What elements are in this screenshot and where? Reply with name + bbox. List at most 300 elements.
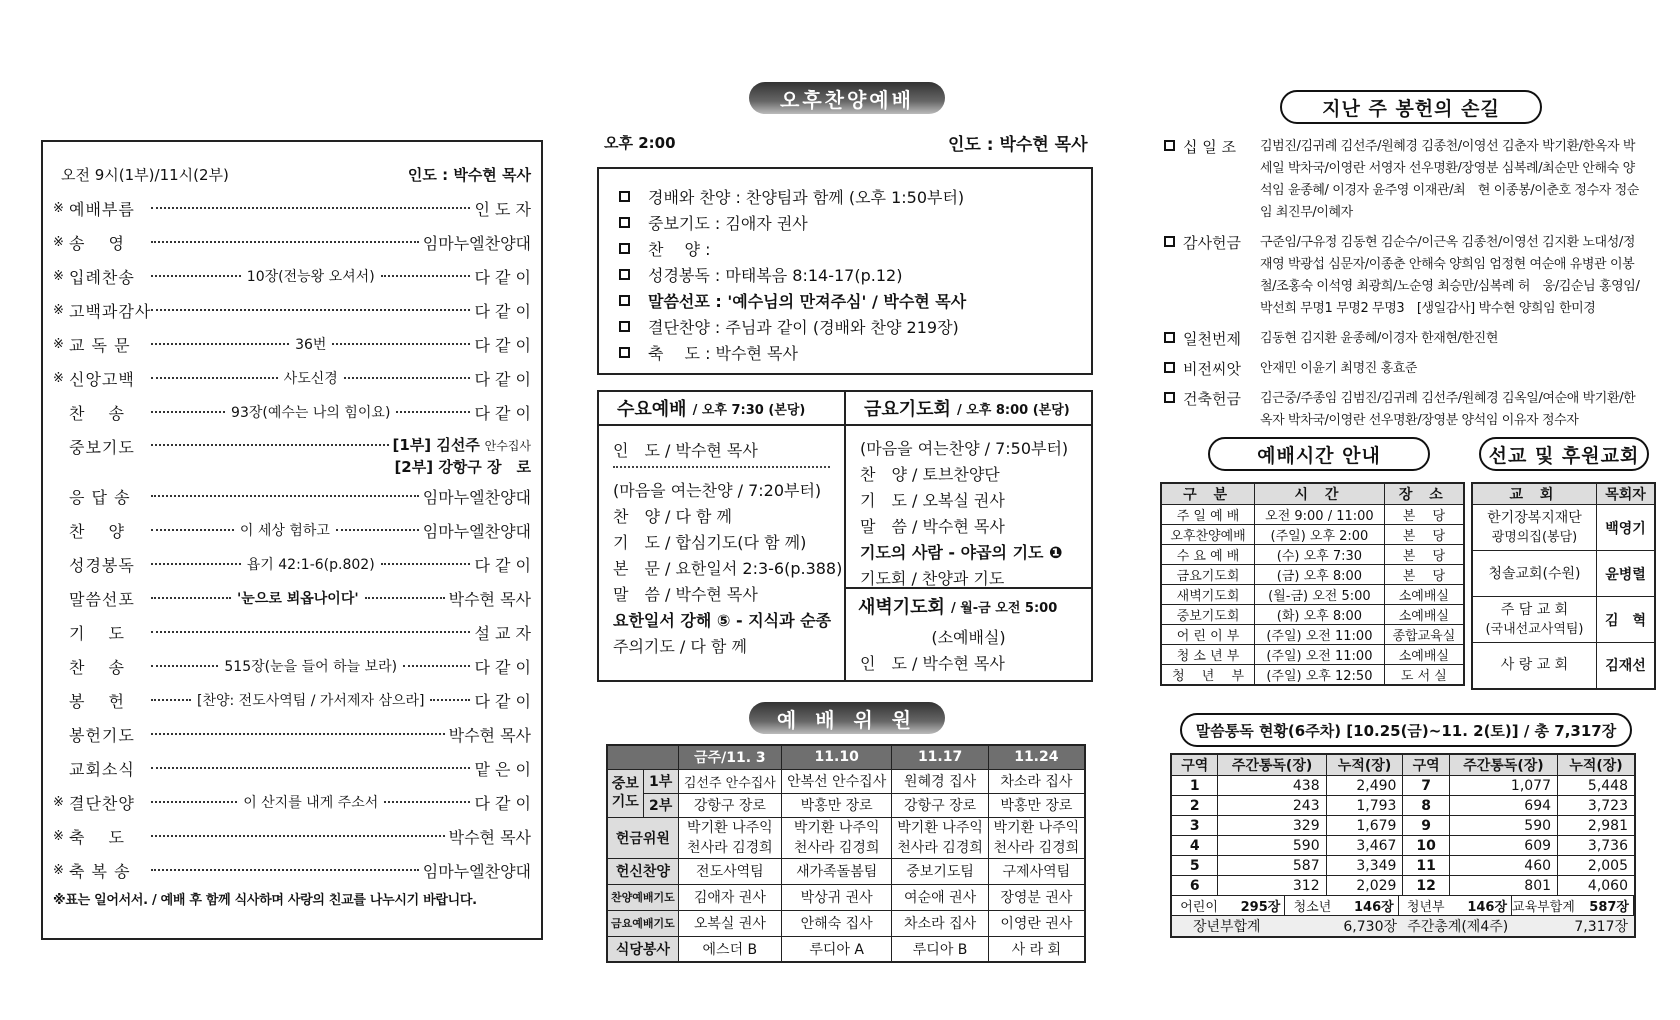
church-sub: 광명의집(봉담): [1491, 529, 1578, 545]
order-content: 93장(예수는 나의 힘이요): [231, 405, 391, 421]
afternoon-item: [619, 339, 1071, 365]
table-cell: [1472, 643, 1596, 689]
afternoon-item: [619, 235, 1071, 261]
stand-mark: ※: [53, 302, 64, 318]
table-cell: 3,349: [1326, 856, 1403, 876]
offering-name: 천사라 김경희: [897, 839, 983, 856]
summary-item: 교육부합계: [1512, 900, 1575, 915]
table-cell: [781, 817, 892, 858]
stand-mark: ※: [53, 268, 64, 284]
table-cell: 구제사역팀: [988, 858, 1085, 884]
wednesday-lead: 인 도 / 박수현 목사: [613, 440, 758, 460]
summary-cell: [1171, 896, 1635, 916]
table-cell: 2: [1171, 796, 1218, 816]
order-row: [53, 361, 531, 395]
stand-mark: ※: [53, 862, 64, 878]
order-person: 인 도 자: [474, 199, 531, 219]
table-cell: 9: [1403, 816, 1449, 836]
table-cell: 본 당: [1384, 565, 1464, 585]
church-name: 한기장복지재단: [1487, 509, 1582, 526]
order-person: 다 같 이: [474, 369, 531, 389]
stand-mark: ※: [53, 336, 64, 352]
order-content: [찬양: 전도사역팀 / 가서제자 삼으라]: [196, 693, 425, 709]
table-cell: 2,029: [1326, 876, 1403, 896]
table-cell: 금요기도회: [1161, 565, 1255, 585]
table-cell: 8: [1403, 796, 1449, 816]
table-cell: 오복실 권사: [678, 910, 781, 936]
summary-total: 7,317장: [1574, 919, 1628, 935]
order-person: 다 같 이: [474, 793, 531, 813]
order-row: [53, 327, 531, 361]
table-cell: 윤병렬: [1596, 551, 1655, 597]
offering-names: 김범진/김귀례 김선주/원혜경 김종천/이영선 김춘자 박기환/한옥자 박세일 박차국/이영란 서영자 선우명환/장영분 심복례/최순만 안해숙 양석임 윤종혜/ 이경자 윤주영 이재관/최 현 이종봉/이춘호 정수자 정순임 최진무/이혜자: [1260, 139, 1639, 220]
order-person: 임마누엘찬양대: [422, 521, 531, 541]
table-cell: 소예배실: [1384, 605, 1464, 625]
summary-item: 청소년: [1293, 900, 1332, 915]
table-cell: 목회자: [1596, 483, 1655, 505]
table-cell: 도 서 실: [1384, 665, 1464, 686]
order-label: 봉 헌: [69, 691, 125, 711]
table-cell: [892, 817, 988, 858]
offering-list: [1164, 136, 1644, 440]
afternoon-item-text: 찬 양 :: [648, 239, 711, 259]
offering-label: 감사헌금: [1183, 234, 1241, 252]
table-cell: 헌신찬양: [607, 858, 678, 884]
table-cell: 본 당: [1384, 545, 1464, 565]
table-cell: 차소라 집사: [988, 769, 1085, 793]
table-cell: 590: [1449, 816, 1557, 836]
table-cell: 4,060: [1558, 876, 1635, 896]
church-sub: (국내선교사역팀): [1485, 621, 1584, 637]
order-content: 이 세상 험하고: [239, 523, 330, 539]
table-cell: 청 소 년 부: [1161, 645, 1255, 665]
table-cell: 누적(장): [1326, 754, 1403, 776]
order-content: 515장(눈을 들어 하늘 보라): [224, 659, 398, 675]
afternoon-title: 오후찬양예배: [749, 82, 945, 114]
order-row: [53, 293, 531, 327]
table-cell: (주일) 오전 11:00: [1255, 645, 1385, 665]
summary-item: 146장: [1453, 896, 1512, 915]
stand-mark: ※: [53, 794, 64, 810]
dawn-place: (소예배실): [931, 627, 1006, 647]
order-label: 찬 송: [69, 657, 125, 677]
service-line: 찬 양 / 토브찬양단: [860, 464, 1000, 484]
order-row: [53, 395, 531, 429]
checkbox-icon: [619, 347, 630, 358]
table-cell: 루디아 B: [892, 936, 988, 962]
order-row: [53, 751, 531, 785]
order-row: [53, 717, 531, 751]
friday-service: [844, 392, 1091, 680]
table-cell: 루디아 A: [781, 936, 892, 962]
table-cell: 329: [1218, 816, 1326, 836]
afternoon-leader: 인도 : 박수현 목사: [948, 135, 1088, 155]
offering-row: [1164, 358, 1644, 380]
wednesday-time: / 오후 7:30 (본당): [692, 402, 806, 418]
summary-total: 장년부합계: [1192, 919, 1261, 935]
order-row: [53, 191, 531, 225]
table-cell: 2,490: [1326, 776, 1403, 796]
order-person: 다 같 이: [474, 691, 531, 711]
table-cell: 새가족돌봄팀: [781, 858, 892, 884]
stand-mark: ※: [53, 200, 64, 216]
service-line: 말 씀 / 박수현 목사: [860, 516, 1005, 536]
table-cell: 11.17: [892, 745, 988, 769]
mission-title: 선교 및 후원교회: [1479, 437, 1649, 471]
order-label: 응 답 송: [69, 487, 131, 507]
order-list-2: [53, 479, 531, 887]
summary-item: 청년부: [1406, 900, 1445, 915]
order-content: 36번: [295, 337, 327, 353]
order-row: [53, 615, 531, 649]
table-cell: 금요예배기도: [607, 910, 678, 936]
table-cell: 587: [1218, 856, 1326, 876]
offering-names: 김동현 김지환 윤종혜/이경자 한재현/한진현: [1260, 331, 1499, 346]
afternoon-item: [619, 287, 1071, 313]
dawn-lead: 인 도 / 박수현 목사: [860, 653, 1005, 673]
offering-name: 천사라 김경희: [993, 839, 1080, 856]
afternoon-item-text: 말씀선포 : '예수님의 만져주심' / 박수현 목사: [648, 291, 967, 311]
prayer-1-title: 안수집사: [484, 439, 531, 453]
wednesday-service: [599, 392, 844, 680]
order-person: 다 같 이: [474, 555, 531, 575]
table-cell: 박상귀 권사: [781, 884, 892, 910]
afternoon-item-text: 경배와 찬양 : 찬양팀과 함께 (오후 1:50부터): [648, 187, 965, 207]
table-cell: 438: [1218, 776, 1326, 796]
afternoon-order-box: [597, 167, 1093, 375]
table-cell: 오전 9:00 / 11:00: [1255, 505, 1385, 525]
afternoon-item: [619, 261, 1071, 287]
table-cell: 종합교육실: [1384, 625, 1464, 645]
offering-row: [1164, 328, 1644, 350]
schedule-title: 예배시간 안내: [1208, 437, 1430, 471]
offering-name: 천사라 김경희: [687, 839, 773, 856]
order-row-prayer: [53, 429, 531, 479]
afternoon-item: [619, 313, 1071, 339]
table-cell: [1472, 505, 1596, 551]
order-row: [53, 225, 531, 259]
order-person: 맡 은 이: [474, 759, 531, 779]
checkbox-icon: [1164, 236, 1175, 247]
stand-mark: ※: [53, 234, 64, 250]
order-row: [53, 513, 531, 547]
mission-table: [1471, 482, 1656, 690]
table-cell: 중보기도회: [1161, 605, 1255, 625]
offering-label: 비전씨앗: [1183, 360, 1241, 378]
order-person: 임마누엘찬양대: [422, 233, 531, 253]
summary-total: 6,730장: [1343, 919, 1397, 935]
offering-names: 김근중/주종임 김범진/김귀례 김선주/원혜경 김옥일/여순애 박기환/한옥자 박차국/이영란 선우명환/장영분 양석임 이유자 정수자: [1260, 391, 1636, 428]
table-cell: 1,077: [1449, 776, 1557, 796]
summary-item: 295장: [1226, 896, 1285, 915]
order-label: 고백과감사: [69, 301, 152, 321]
table-cell: 4: [1171, 836, 1218, 856]
table-cell: 본 당: [1384, 505, 1464, 525]
table-cell: 식당봉사: [607, 936, 678, 962]
order-content: 이 산지를 내게 주소서: [243, 795, 379, 811]
table-cell: 오후찬양예배: [1161, 525, 1255, 545]
order-person: 박수현 목사: [448, 827, 531, 847]
service-line: 기 도 / 오복실 권사: [860, 490, 1005, 510]
table-cell: 2,005: [1558, 856, 1635, 876]
table-cell: (금) 오후 8:00: [1255, 565, 1385, 585]
table-cell: 7: [1403, 776, 1449, 796]
order-list: [53, 191, 531, 429]
order-content: 사도신경: [283, 371, 338, 387]
checkbox-icon: [619, 243, 630, 254]
service-line: 찬 양 / 다 함 께: [613, 506, 733, 526]
table-cell: 장 소: [1384, 483, 1464, 505]
checkbox-icon: [619, 217, 630, 228]
table-cell: 장영분 권사: [988, 884, 1085, 910]
table-cell: 금주/11. 3: [678, 745, 781, 769]
checkbox-icon: [619, 191, 630, 202]
table-cell: 차소라 집사: [892, 910, 988, 936]
table-cell: 5: [1171, 856, 1218, 876]
order-content: 10장(전능왕 오셔서): [246, 269, 375, 285]
table-cell: 누적(장): [1558, 754, 1635, 776]
table-cell: 여순애 권사: [892, 884, 988, 910]
service-line: 기 도 / 합심기도(다 함 께): [613, 532, 807, 552]
friday-time: / 오후 8:00 (본당): [956, 402, 1070, 418]
order-person: 박수현 목사: [448, 725, 531, 745]
offering-row: [1164, 136, 1644, 224]
table-cell: 3,467: [1326, 836, 1403, 856]
morning-header: [61, 164, 531, 185]
duty-table: [606, 744, 1086, 963]
order-row: [53, 581, 531, 615]
friday-title: 금요기도회: [864, 399, 951, 420]
table-cell: (수) 오후 7:30: [1255, 545, 1385, 565]
morning-worship-order: [41, 140, 543, 940]
summary-total: 주간총계(제4주): [1407, 919, 1509, 935]
order-label: 찬 송: [69, 403, 125, 423]
table-cell: 시 간: [1255, 483, 1385, 505]
order-label: 축 도: [69, 827, 125, 847]
table-cell: 694: [1449, 796, 1557, 816]
stand-mark: ※: [53, 370, 64, 386]
table-cell: 어 린 이 부: [1161, 625, 1255, 645]
table-cell: 312: [1218, 876, 1326, 896]
summary-item: 어린이: [1180, 900, 1218, 915]
checkbox-icon: [1164, 392, 1175, 403]
table-cell: 백영기: [1596, 505, 1655, 551]
offering-label: 십 일 조: [1183, 138, 1237, 156]
order-label: 중보기도: [69, 438, 135, 457]
table-cell: 10: [1403, 836, 1449, 856]
offering-name: 박기환 나주익: [687, 819, 773, 836]
summary-item: 587장: [1575, 896, 1634, 915]
checkbox-icon: [619, 269, 630, 280]
dawn-title: 새벽기도회: [858, 597, 945, 618]
order-label: 교회소식: [69, 759, 135, 779]
table-cell: (주일) 오전 11:00: [1255, 625, 1385, 645]
prayer-2: [2부] 강항구 장 로: [394, 458, 531, 476]
order-label: 교 독 문: [69, 335, 131, 355]
table-cell: 찬양예배기도: [607, 884, 678, 910]
afternoon-item-text: 중보기도 : 김애자 권사: [648, 213, 808, 233]
table-cell: 6: [1171, 876, 1218, 896]
order-label: 말씀선포: [69, 589, 135, 609]
table-cell: 소예배실: [1384, 585, 1464, 605]
table-cell: 헌금위원: [607, 817, 678, 858]
schedule-table: [1160, 482, 1465, 686]
checkbox-icon: [1164, 332, 1175, 343]
table-cell: 주 일 예 배: [1161, 505, 1255, 525]
table-cell: 11: [1403, 856, 1449, 876]
order-row: [53, 853, 531, 887]
table-cell: 609: [1449, 836, 1557, 856]
offering-name: 박기환 나주익: [993, 819, 1080, 836]
order-row: [53, 819, 531, 853]
order-row: [53, 683, 531, 717]
church-name: 주 담 교 회: [1500, 601, 1569, 618]
table-cell: 소예배실: [1384, 645, 1464, 665]
table-cell: 원혜경 집사: [892, 769, 988, 793]
order-label: 예배부름: [69, 199, 135, 219]
table-cell: 사 라 회: [988, 936, 1085, 962]
table-cell: (주일) 오후 12:50: [1255, 665, 1385, 686]
wednesday-title: 수요예배: [617, 399, 687, 420]
order-label: 기 도: [69, 623, 125, 643]
order-person: 박수현 목사: [448, 589, 531, 609]
church-name: 청솔교회(수원): [1488, 565, 1581, 582]
service-line: (마음을 여는찬양 / 7:20부터): [613, 480, 822, 500]
offering-names: 구준임/구유정 김동현 김순수/이근옥 김종천/이영선 김지환 노대성/정재영 박광섭 심문자/이종춘 안해숙 양희임 엄정현 여순애 유병관 이봉철/조홍숙 이석영 최광희/노순영 최승만/심복례 허 웅/김순님 홍영임/박선희 무명1 무명2 무명3 [생일감사] 박수현 양희임 한미경: [1260, 235, 1640, 316]
table-cell: 3: [1171, 816, 1218, 836]
order-label: 봉헌기도: [69, 725, 135, 745]
order-label: 결단찬양: [69, 793, 135, 813]
stand-mark: ※: [53, 828, 64, 844]
checkbox-icon: [1164, 362, 1175, 373]
friday-last: 기도회 / 찬양과 기도: [860, 568, 1005, 588]
table-cell: [1472, 551, 1596, 597]
order-person: 임마누엘찬양대: [422, 861, 531, 881]
table-cell: 590: [1218, 836, 1326, 856]
summary-item: 146장: [1340, 896, 1399, 915]
table-cell: 안복선 안수집사: [781, 769, 892, 793]
table-cell: [988, 817, 1085, 858]
service-line: 본 문 / 요한일서 2:3-6(p.388): [613, 558, 843, 578]
order-label: 축 복 송: [69, 861, 131, 881]
afternoon-item-text: 성경봉독 : 마태복음 8:14-17(p.12): [648, 265, 903, 285]
checkbox-icon: [619, 321, 630, 332]
order-row: [53, 259, 531, 293]
table-cell: 교 회: [1472, 483, 1596, 505]
table-cell: 구역: [1171, 754, 1218, 776]
afternoon-time: 오후 2:00: [604, 134, 676, 152]
table-cell: (화) 오후 8:00: [1255, 605, 1385, 625]
offering-row: [1164, 232, 1644, 320]
table-cell: [607, 745, 678, 769]
table-cell: 중보기도: [607, 769, 643, 817]
order-row: [53, 479, 531, 513]
offering-name: 천사라 김경희: [793, 839, 880, 856]
offering-names: 안재민 이윤기 최명진 홍효준: [1260, 361, 1418, 376]
table-cell: 안해숙 집사: [781, 910, 892, 936]
table-cell: 김애자 권사: [678, 884, 781, 910]
order-person: 임마누엘찬양대: [422, 487, 531, 507]
order-content: '눈으로 뵈옵나이다': [237, 591, 359, 607]
table-cell: 1부: [643, 769, 678, 793]
table-cell: 801: [1449, 876, 1557, 896]
reading-title: 말씀통독 현황(6주차) [10.25(금)~11. 2(토)] / 총 7,317장: [1180, 713, 1632, 747]
table-cell: 이영란 권사: [988, 910, 1085, 936]
order-label: 찬 양: [69, 521, 125, 541]
offering-label: 일천번제: [1183, 330, 1241, 348]
offering-row: [1164, 388, 1644, 432]
table-cell: [678, 817, 781, 858]
order-content: 욥기 42:1-6(p.802): [246, 557, 375, 573]
friday-sermon: 기도의 사람 - 야곱의 기도 ❶: [860, 542, 1063, 562]
table-cell: 243: [1218, 796, 1326, 816]
order-label: 송 영: [69, 233, 125, 253]
reading-table: [1170, 753, 1636, 938]
offering-title: 지난 주 봉헌의 손길: [1280, 90, 1542, 124]
order-person: 다 같 이: [474, 335, 531, 355]
order-row: [53, 785, 531, 819]
footnote: ※표는 일어서서. / 예배 후 함께 식사하며 사랑의 친교를 나누시기 바랍니다.: [53, 893, 477, 908]
order-label: 신앙고백: [69, 369, 135, 389]
order-row: [53, 547, 531, 581]
table-cell: 1: [1171, 776, 1218, 796]
dawn-time: / 월-금 오전 5:00: [950, 600, 1058, 616]
table-cell: 구역: [1403, 754, 1449, 776]
table-cell: 5,448: [1558, 776, 1635, 796]
table-cell: 12: [1403, 876, 1449, 896]
service-line: 말 씀 / 박수현 목사: [613, 584, 758, 604]
wednesday-sermon: 요한일서 강해 ⑤ - 지식과 순종: [613, 610, 832, 630]
table-cell: 본 당: [1384, 525, 1464, 545]
table-cell: 김 혁: [1596, 597, 1655, 643]
order-person: 다 같 이: [474, 267, 531, 287]
checkbox-icon: [1164, 140, 1175, 151]
offering-name: 박기환 나주익: [897, 819, 983, 836]
table-cell: 주간통독(장): [1449, 754, 1557, 776]
summary-cell: [1171, 916, 1635, 938]
table-cell: [1472, 597, 1596, 643]
wednesday-last: 주의기도 / 다 함 께: [613, 636, 747, 656]
table-cell: 박홍만 장로: [988, 793, 1085, 817]
table-cell: 전도사역팀: [678, 858, 781, 884]
table-cell: 김선주 안수집사: [678, 769, 781, 793]
offering-label: 건축헌금: [1183, 390, 1241, 408]
table-cell: 3,723: [1558, 796, 1635, 816]
order-person: 다 같 이: [474, 403, 531, 423]
offering-name: 박기환 나주익: [793, 819, 880, 836]
table-cell: 1,679: [1326, 816, 1403, 836]
table-cell: 김재선: [1596, 643, 1655, 689]
prayer-1: [1부] 김선주: [392, 436, 480, 454]
checkbox-icon: [619, 295, 630, 306]
table-cell: 2,981: [1558, 816, 1635, 836]
table-cell: 1,793: [1326, 796, 1403, 816]
church-name: 사 랑 교 회: [1500, 657, 1569, 674]
table-cell: 460: [1449, 856, 1557, 876]
morning-leader: 인도 : 박수현 목사: [407, 166, 531, 184]
order-person: 다 같 이: [474, 301, 531, 321]
order-row: [53, 649, 531, 683]
table-cell: 중보기도팀: [892, 858, 988, 884]
order-person: 설 교 자: [474, 623, 531, 643]
table-cell: (주일) 오후 2:00: [1255, 525, 1385, 545]
table-cell: 2부: [643, 793, 678, 817]
table-cell: 에스더 B: [678, 936, 781, 962]
table-cell: 구 분: [1161, 483, 1255, 505]
table-cell: 수 요 예 배: [1161, 545, 1255, 565]
afternoon-item: [619, 183, 1071, 209]
morning-time: 오전 9시(1부)/11시(2부): [61, 166, 229, 184]
